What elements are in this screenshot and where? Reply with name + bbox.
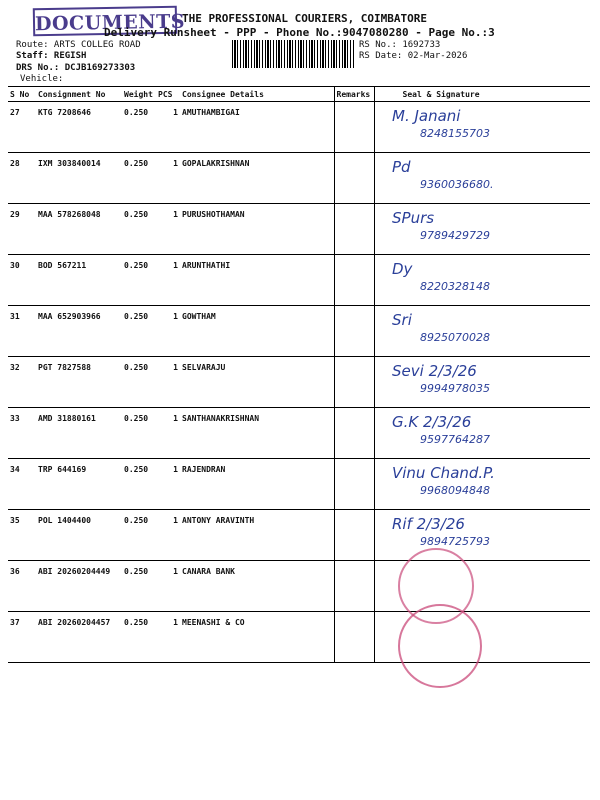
- weight-cell: 0.250: [122, 204, 156, 255]
- barcode: [232, 40, 354, 68]
- remarks-cell: [334, 204, 374, 255]
- consignee-cell: GOPALAKRISHNAN: [180, 153, 334, 204]
- consignee-cell: ARUNTHATHI: [180, 255, 334, 306]
- table-header-row: [8, 87, 590, 102]
- consignee-cell: SANTHANAKRISHNAN: [180, 408, 334, 459]
- pcs-cell: 1: [156, 153, 180, 204]
- sno-cell: 36: [8, 561, 36, 612]
- remarks-cell: [334, 255, 374, 306]
- consignment-cell: PGT 7827588: [36, 357, 122, 408]
- drs-number: DRS No.: DCJB169273303: [16, 63, 136, 73]
- table-row: [8, 153, 590, 204]
- staff-text: Staff: REGISH: [16, 51, 87, 61]
- table-row: [8, 255, 590, 306]
- consignee-cell: AMUTHAMBIGAI: [180, 102, 334, 153]
- remarks-cell: [334, 306, 374, 357]
- handwritten-signature: Vinu Chand.P.: [392, 464, 495, 482]
- seal-stamp-icon: [398, 604, 482, 688]
- pcs-cell: 1: [156, 561, 180, 612]
- consignment-cell: TRP 644169: [36, 459, 122, 510]
- handwritten-signature: Pd: [392, 158, 411, 176]
- remarks-cell: [334, 510, 374, 561]
- route-text: Route: ARTS COLLEG ROAD: [16, 40, 141, 50]
- weight-cell: 0.250: [122, 612, 156, 663]
- handwritten-phone: 8925070028: [420, 331, 490, 344]
- weight-cell: 0.250: [122, 408, 156, 459]
- sno-cell: 30: [8, 255, 36, 306]
- weight-cell: 0.250: [122, 306, 156, 357]
- pcs-cell: 1: [156, 204, 180, 255]
- handwritten-phone: 9894725793: [420, 535, 490, 548]
- handwritten-phone: 9968094848: [420, 484, 490, 497]
- remarks-cell: [334, 561, 374, 612]
- consignee-cell: MEENASHI & CO: [180, 612, 334, 663]
- table-row: [8, 510, 590, 561]
- rs-date: RS Date: 02-Mar-2026: [359, 51, 468, 61]
- handwritten-signature: M. Janani: [392, 107, 461, 125]
- remarks-cell: [334, 102, 374, 153]
- handwritten-phone: 8248155703: [420, 127, 490, 140]
- remarks-cell: [334, 408, 374, 459]
- remarks-cell: [334, 357, 374, 408]
- handwritten-phone: 9597764287: [420, 433, 490, 446]
- table-row: [8, 408, 590, 459]
- rs-number: RS No.: 1692733: [359, 40, 441, 50]
- handwritten-signature: SPurs: [392, 209, 435, 227]
- consignment-cell: POL 1404400: [36, 510, 122, 561]
- column-header: Weight: [122, 87, 156, 102]
- consignment-cell: KTG 7208646: [36, 102, 122, 153]
- consignee-cell: ANTONY ARAVINTH: [180, 510, 334, 561]
- handwritten-signature: Dy: [392, 260, 413, 278]
- sno-cell: 27: [8, 102, 36, 153]
- pcs-cell: 1: [156, 459, 180, 510]
- consignment-cell: MAA 652903966: [36, 306, 122, 357]
- vehicle-text: Vehicle:: [20, 74, 64, 84]
- weight-cell: 0.250: [122, 102, 156, 153]
- consignment-cell: BOD 567211: [36, 255, 122, 306]
- consignment-cell: AMD 31880161: [36, 408, 122, 459]
- handwritten-phone: 9994978035: [420, 382, 490, 395]
- sno-cell: 28: [8, 153, 36, 204]
- remarks-cell: [334, 459, 374, 510]
- runsheet-subtitle: Delivery Runsheet - PPP - Phone No.:9047080280 - Page No.:3: [104, 26, 495, 39]
- column-header: Consignment No: [36, 87, 122, 102]
- runsheet-table: [8, 86, 590, 663]
- table-row: [8, 357, 590, 408]
- pcs-cell: 1: [156, 408, 180, 459]
- sno-cell: 31: [8, 306, 36, 357]
- pcs-cell: 1: [156, 306, 180, 357]
- table-row: [8, 612, 590, 663]
- weight-cell: 0.250: [122, 459, 156, 510]
- handwritten-signature: G.K 2/3/26: [392, 413, 472, 431]
- consignment-cell: MAA 578268048: [36, 204, 122, 255]
- column-header: Seal & Signature: [374, 87, 590, 102]
- sno-cell: 35: [8, 510, 36, 561]
- weight-cell: 0.250: [122, 357, 156, 408]
- documents-stamp: DOCUMENTS: [33, 6, 177, 37]
- table-row: [8, 306, 590, 357]
- column-header: S No: [8, 87, 36, 102]
- pcs-cell: 1: [156, 612, 180, 663]
- table-row: [8, 561, 590, 612]
- handwritten-phone: 9360036680.: [420, 178, 494, 191]
- handwritten-signature: Rif 2/3/26: [392, 515, 465, 533]
- company-title: THE PROFESSIONAL COURIERS, COIMBATORE: [182, 12, 428, 25]
- sno-cell: 29: [8, 204, 36, 255]
- handwritten-phone: 9789429729: [420, 229, 490, 242]
- weight-cell: 0.250: [122, 153, 156, 204]
- sno-cell: 37: [8, 612, 36, 663]
- consignment-cell: IXM 303840014: [36, 153, 122, 204]
- table-row: [8, 204, 590, 255]
- handwritten-signature: Sevi 2/3/26: [392, 362, 477, 380]
- consignee-cell: CANARA BANK: [180, 561, 334, 612]
- consignment-cell: ABI 20260204457: [36, 612, 122, 663]
- weight-cell: 0.250: [122, 255, 156, 306]
- column-header: Consignee Details: [180, 87, 334, 102]
- consignee-cell: SELVARAJU: [180, 357, 334, 408]
- pcs-cell: 1: [156, 510, 180, 561]
- sno-cell: 34: [8, 459, 36, 510]
- column-header: Remarks: [334, 87, 374, 102]
- table-row: [8, 459, 590, 510]
- consignment-cell: ABI 20260204449: [36, 561, 122, 612]
- handwritten-phone: 8220328148: [420, 280, 490, 293]
- pcs-cell: 1: [156, 357, 180, 408]
- pcs-cell: 1: [156, 255, 180, 306]
- consignee-cell: RAJENDRAN: [180, 459, 334, 510]
- sno-cell: 33: [8, 408, 36, 459]
- remarks-cell: [334, 153, 374, 204]
- consignee-cell: GOWTHAM: [180, 306, 334, 357]
- weight-cell: 0.250: [122, 510, 156, 561]
- table-row: [8, 102, 590, 153]
- handwritten-signature: Sri: [392, 311, 412, 329]
- weight-cell: 0.250: [122, 561, 156, 612]
- column-header: PCS: [156, 87, 180, 102]
- consignee-cell: PURUSHOTHAMAN: [180, 204, 334, 255]
- remarks-cell: [334, 612, 374, 663]
- sno-cell: 32: [8, 357, 36, 408]
- pcs-cell: 1: [156, 102, 180, 153]
